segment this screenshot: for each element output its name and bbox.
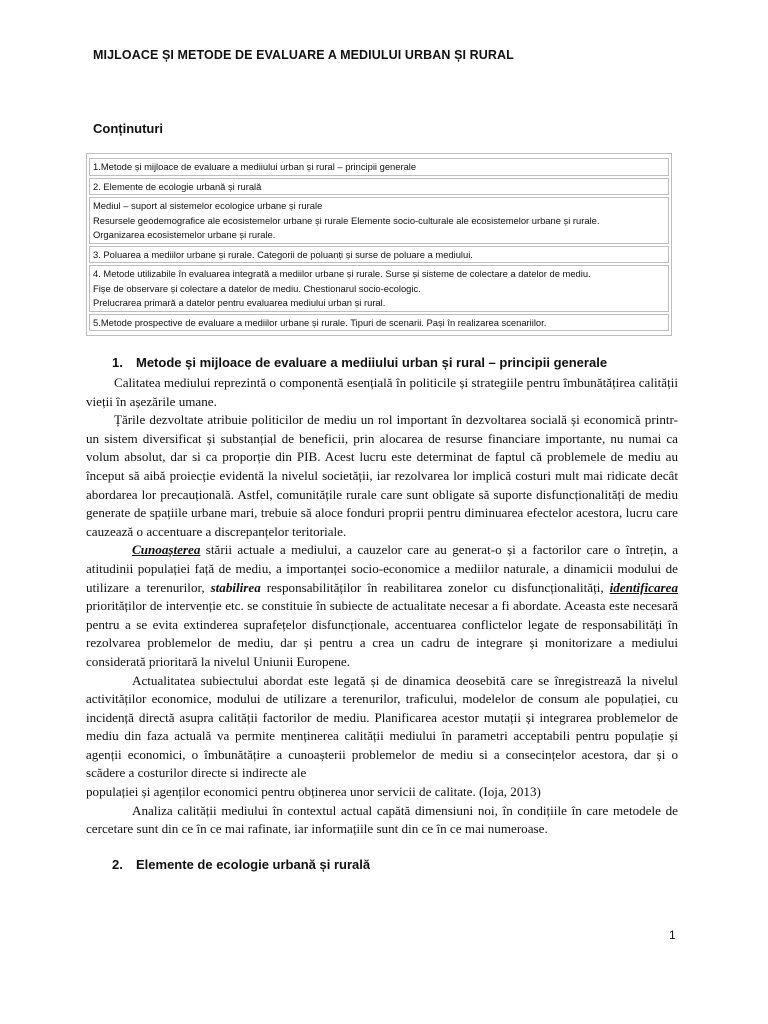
toc-row bbox=[89, 314, 669, 332]
section-1-body bbox=[86, 374, 678, 839]
toc-line: 5.Metode prospective de evaluare a mediilor urbane și rurale. Tipuri de scenarii. Pași în realizarea scenariilor. bbox=[93, 316, 547, 328]
section-number: 1. bbox=[112, 355, 123, 370]
toc-line: 4. Metode utilizabile în evaluarea integrată a mediilor urbane și rurale. Surse și sisteme de colectare a datelor de mediu. bbox=[93, 268, 591, 279]
section-title: Elemente de ecologie urbană și rurală bbox=[136, 857, 371, 872]
paragraph: Calitatea mediului reprezintă o componentă esențială în politicile și strategiile pentru îmbunătățirea calității vieții în așezările umane. bbox=[86, 375, 678, 409]
page-number: 1 bbox=[669, 928, 676, 942]
section-title: Metode și mijloace de evaluare a mediiului urban și rural – principii generale bbox=[136, 355, 608, 370]
term-cunoasterea: Cunoașterea bbox=[132, 542, 201, 558]
section-heading-1 bbox=[112, 355, 607, 370]
toc-line: Organizarea ecosistemelor urbane și rurale. bbox=[93, 229, 276, 240]
section-heading-2 bbox=[112, 857, 370, 872]
toc-line: Prelucrarea primară a datelor pentru evaluarea mediului urban și rural. bbox=[93, 297, 386, 308]
toc-line: 2. Elemente de ecologie urbană și rurală bbox=[93, 180, 262, 192]
contents-heading: Conținuturi bbox=[93, 121, 164, 136]
document-title: MIJLOACE ȘI METODE DE EVALUARE A MEDIULUI URBAN ȘI RURAL bbox=[93, 48, 514, 62]
toc-row bbox=[89, 158, 669, 176]
toc-line: 1.Metode și mijloace de evaluare a mediiului urban și rural – principii generale bbox=[93, 161, 417, 172]
paragraph-text: priorităților de intervenție etc. se constituie în subiecte de actualitate necesar a fi abordate. Aceasta este necesară pentru a se evita extinderea suprafețelor disfuncționale, accentuarea conflictelor legate de responsabilități în rezolvarea problemelor de mediu, dar și pentru a crea un cadru de integrare și monitorizare a mediului considerată prioritară la nivelul Uniunii Europene. bbox=[86, 598, 678, 669]
toc-line: Fișe de observare și colectare a datelor de mediu. Chestionarul socio-ecologic. bbox=[93, 282, 421, 294]
toc-row bbox=[89, 265, 669, 312]
paragraph: Țările dezvoltate atribuie politicilor de mediu un rol important în dezvoltarea socială și economică printr-un sistem diversificat și substanțial de beneficii, prin alocarea de resurse financiare importante, nu numai ca volum absolut, dar si ca proporție din PIB. Acest lucru este determinat de faptul că problemele de mediu au început să aibă proiecție evidentă la nivelul societății, iar rezolvarea lor implică costuri mult mai ridicate decât abordarea lor precauțională. Astfel, comunitățile rurale care sunt obligate să suporte disfuncționalități de mediu generate de spațiile urbane mari, trebuie să aloce fonduri proprii pentru diminuarea efectelor acestora, lucru care cauzează o accentuare a discrepanțelor teritoriale. bbox=[86, 412, 678, 539]
toc-row bbox=[89, 178, 669, 196]
toc-line: Mediul – suport al sistemelor ecologice urbane și rurale bbox=[93, 200, 323, 211]
paragraph-text: responsabilităților în reabilitarea zonelor cu disfuncționalități, bbox=[260, 579, 610, 595]
contents-table bbox=[86, 153, 672, 336]
paragraph: Analiza calității mediului în contextul actual capătă dimensiuni noi, în condițiile în care metodele de cercetare sunt din ce în ce mai rafinate, iar informațiile sunt din ce în ce mai numeroase. bbox=[86, 802, 678, 837]
toc-row bbox=[89, 197, 669, 244]
paragraph: Actualitatea subiectului abordat este legată și de dinamica deosebită care se înregistrează la nivelul activităților economice, modului de utilizare a terenurilor, traficului, modelelor de consum ale populației, cu incidență directă asupra calității factorilor de mediu. Planificarea acestor mutații și integrarea problemelor de mediu din faza actuală va permite menținerea calității mediului în parametri acceptabili pentru populație și agenții economici, o îmbunătățire a cunoașterii problemelor de mediu si a consecințelor acestora, dar și o scădere a costurilor directe si indirecte ale bbox=[86, 672, 678, 781]
paragraph bbox=[86, 541, 678, 671]
term-identificarea: identificarea bbox=[609, 579, 678, 595]
toc-line: 3. Poluarea a mediilor urbane și rurale. Categorii de poluanți și surse de poluare a mediului. bbox=[93, 248, 473, 260]
paragraph-text: stării actuale a mediului, a cauzelor care au generat-o și a factorilor care o întrețin, a atitudinii populației față de mediu, a importanței socio-economice a mediilor naturale, a dinamicii modului de utilizare a terenurilor, bbox=[86, 542, 678, 595]
toc-line: Resursele geodemografice ale ecosistemelor urbane și rurale Elemente socio-culturale ale ecosistemelor urbane și rurale. bbox=[93, 214, 600, 226]
term-stabilirea: stabilirea bbox=[210, 579, 261, 595]
toc-row bbox=[89, 246, 669, 264]
paragraph-continuation: populației și agenților economici pentru obținerea unor servicii de calitate. (Ioja, 2013) bbox=[86, 784, 541, 800]
section-number: 2. bbox=[112, 857, 123, 872]
